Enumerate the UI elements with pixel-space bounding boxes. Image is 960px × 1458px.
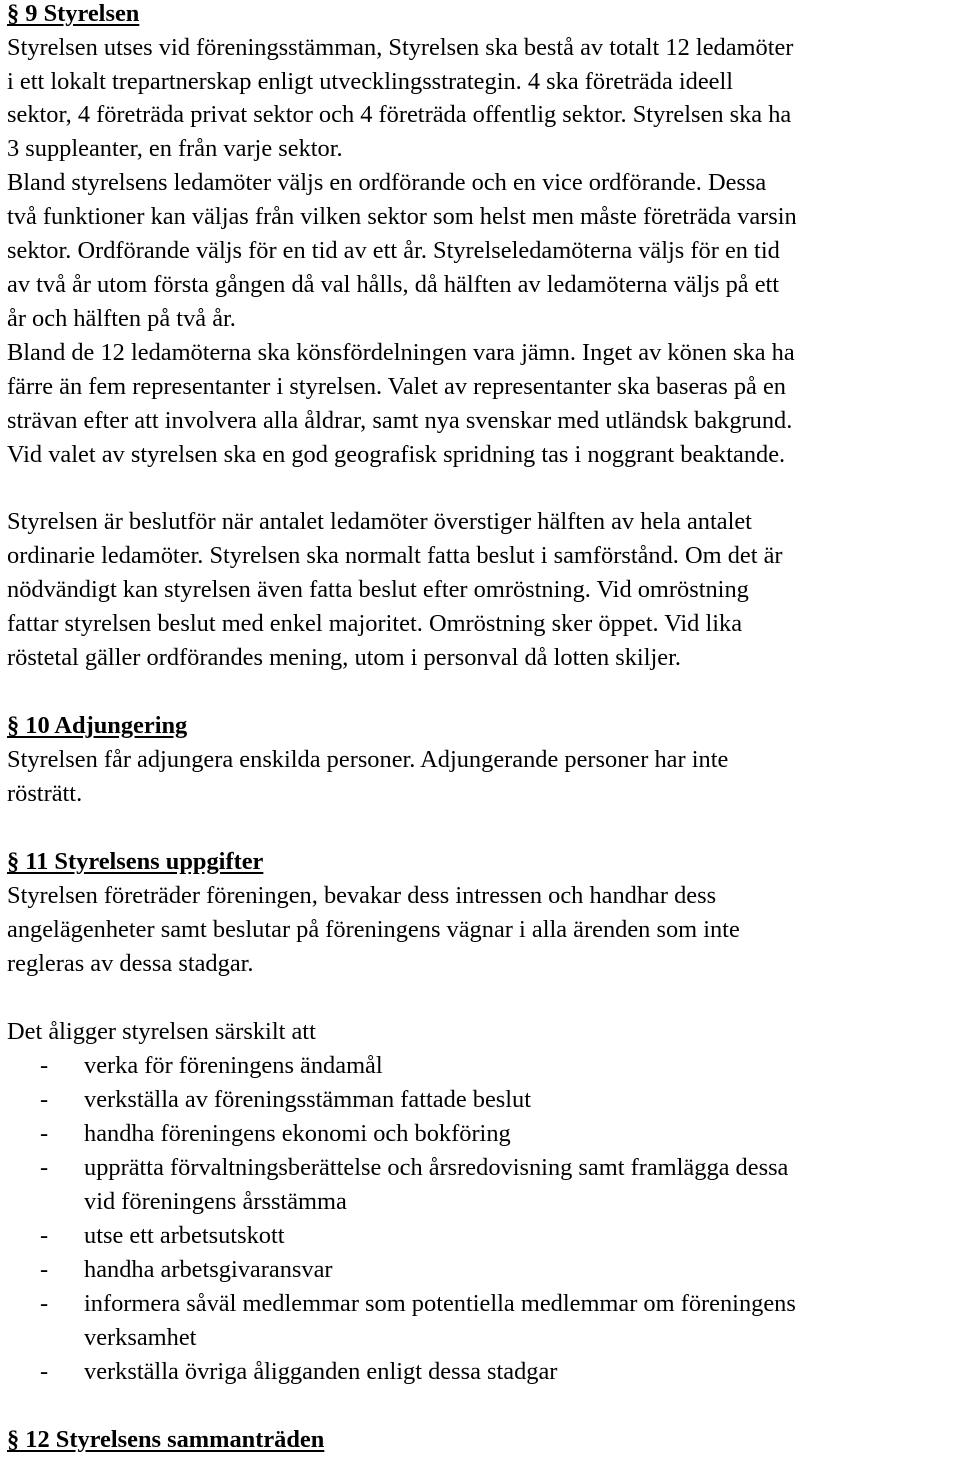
list-dash: -: [40, 1358, 49, 1385]
section-9-paragraph-2-line: Styrelsen är beslutför när antalet ledamöter överstiger hälften av hela antalet: [7, 508, 752, 535]
section-9-line: Bland de 12 ledamöterna ska könsfördelningen vara jämn. Inget av könen ska ha: [7, 339, 795, 366]
section-9-paragraph-2-line: ordinarie ledamöter. Styrelsen ska normalt fatta beslut i samförstånd. Om det är: [7, 542, 783, 569]
section-9-paragraph-2-line: fattar styrelsen beslut med enkel majoritet. Omröstning sker öppet. Vid lika: [7, 610, 743, 637]
section-9-line: sektor, 4 företräda privat sektor och 4 företräda offentlig sektor. Styrelsen ska ha: [7, 101, 792, 128]
section-9-line: av två år utom första gången då val hålls, då hälften av ledamöterna väljs på ett: [7, 271, 780, 298]
list-dash: -: [40, 1086, 49, 1113]
section-11-intro: Det åligger styrelsen särskilt att: [7, 1018, 316, 1045]
section-11-line: Styrelsen företräder föreningen, bevakar dess intressen och handhar dess: [7, 882, 717, 909]
section-10-line: rösträtt.: [7, 780, 83, 807]
section-9-line: i ett lokalt trepartnerskap enligt utvecklingsstrategin. 4 ska företräda ideell: [7, 68, 734, 95]
section-9-line: Vid valet av styrelsen ska en god geografisk spridning tas i noggrant beaktande.: [7, 441, 786, 468]
section-11-heading: § 11 Styrelsens uppgifter: [7, 848, 264, 875]
section-9-line: Bland styrelsens ledamöter väljs en ordförande och en vice ordförande. Dessa: [7, 169, 767, 196]
list-dash: -: [40, 1154, 49, 1181]
list-item: upprätta förvaltningsberättelse och årsredovisning samt framlägga dessa: [84, 1154, 789, 1181]
list-item: informera såväl medlemmar som potentiella medlemmar om föreningens: [84, 1290, 796, 1317]
section-9-line: färre än fem representanter i styrelsen. Valet av representanter ska baseras på en: [7, 373, 786, 400]
list-dash: -: [40, 1120, 49, 1147]
section-9-line: strävan efter att involvera alla åldrar, samt nya svenskar med utländsk bakgrund.: [7, 407, 793, 434]
section-9-paragraph-2-line: nödvändigt kan styrelsen även fatta beslut efter omröstning. Vid omröstning: [7, 576, 749, 603]
list-item: verkställa av föreningsstämman fattade beslut: [84, 1086, 532, 1113]
list-item-continuation: verksamhet: [84, 1324, 197, 1351]
section-9-line: 3 suppleanter, en från varje sektor.: [7, 135, 343, 162]
list-dash: -: [40, 1256, 49, 1283]
section-9-line: Styrelsen utses vid föreningsstämman, Styrelsen ska bestå av totalt 12 ledamöter: [7, 34, 794, 61]
list-dash: -: [40, 1222, 49, 1249]
list-dash: -: [40, 1052, 49, 1079]
list-item: verkställa övriga åligganden enligt dessa stadgar: [84, 1358, 558, 1385]
list-item: handha föreningens ekonomi och bokföring: [84, 1120, 511, 1147]
section-11-line: angelägenheter samt beslutar på föreningens vägnar i alla ärenden som inte: [7, 916, 740, 943]
section-9-line: sektor. Ordförande väljs för en tid av ett år. Styrelseledamöterna väljs för en tid: [7, 237, 780, 264]
list-item: verka för föreningens ändamål: [84, 1052, 383, 1079]
section-12-heading: § 12 Styrelsens sammanträden: [7, 1426, 325, 1453]
section-10-line: Styrelsen får adjungera enskilda personer. Adjungerande personer har inte: [7, 746, 729, 773]
list-item: utse ett arbetsutskott: [84, 1222, 285, 1249]
list-item-continuation: vid föreningens årsstämma: [84, 1188, 347, 1215]
section-9-line: år och hälften på två år.: [7, 305, 236, 332]
section-9-paragraph-2-line: röstetal gäller ordförandes mening, utom i personval då lotten skiljer.: [7, 644, 681, 671]
section-10-heading: § 10 Adjungering: [7, 712, 188, 739]
list-item: handha arbetsgivaransvar: [84, 1256, 333, 1283]
section-11-line: regleras av dessa stadgar.: [7, 950, 254, 977]
section-9-line: två funktioner kan väljas från vilken sektor som helst men måste företräda varsin: [7, 203, 797, 230]
list-dash: -: [40, 1290, 49, 1317]
section-9-heading: § 9 Styrelsen: [7, 0, 140, 27]
